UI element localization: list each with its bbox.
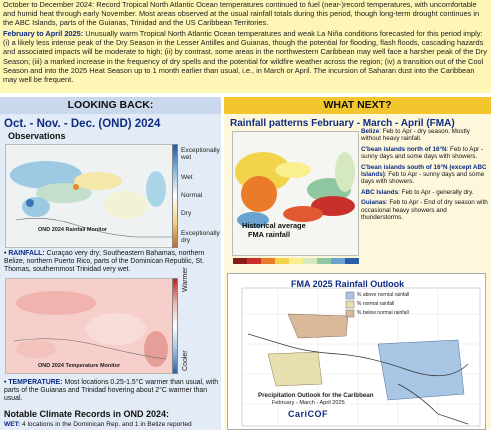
- temperature-legend-bar: [172, 278, 178, 374]
- note-guianas: Guianas: Feb to Apr - End of dry season with occasional heavy showers and thunderstorms.: [361, 199, 488, 222]
- outlook-panel: [227, 273, 486, 430]
- temperature-monitor-map: [5, 278, 173, 374]
- temperature-bullet: • TEMPERATURE: Most locations 0.25-1.5°C warmer than usual, with parts of the Guianas and Trinidad hovering about 2°C warmer than usual.: [4, 379, 219, 403]
- wet-records: WET: 4 locations in the Dominican Rep. and 1 in Belize reported: [4, 421, 192, 428]
- fma-rainfall-title: Rainfall patterns February - March - April (FMA): [230, 118, 455, 129]
- summary-ond: October to December 2024: Record Tropical North Atlantic Ocean temperatures continued to fuel (near-)record temperatures, with uncomfortable and humid heat through early November. Most areas observed at the usual rainfall totals during this period, though long-term drought continues in the ABC Islands, parts of the Guianas, Trinidad and the US Caribbean Territories.: [3, 0, 480, 28]
- rain-map-caption: OND 2024 Rainfall Monitor: [38, 227, 108, 233]
- records-title: Notable Climate Records in OND 2024:: [4, 409, 170, 419]
- ond-title: Oct. - Nov. - Dec. (OND) 2024: [4, 118, 161, 130]
- outlook-legend-below: % below normal rainfall: [357, 310, 409, 316]
- temp-legend-cooler: Cooler: [182, 350, 189, 371]
- rain-legend-wet: Wet: [181, 174, 193, 181]
- what-next-header: WHAT NEXT?: [224, 97, 491, 114]
- outlook-title: FMA 2025 Rainfall Outlook: [291, 279, 405, 289]
- note-south-16: C'bean islands south of 16°N (except ABC Islands): Feb to Apr - sunny days and some days with showers.: [361, 163, 487, 186]
- rain-legend-dry: Dry: [181, 210, 192, 217]
- rainfall-legend-bar: [172, 144, 178, 248]
- historical-caption: Historical average FMA rainfall: [242, 221, 306, 239]
- temperature-map-graphic: [6, 279, 173, 374]
- outlook-caption-1: Precipitation Outlook for the Caribbean: [258, 392, 374, 399]
- outlook-legend-above: % above normal rainfall: [357, 292, 410, 298]
- summary-fma: February to April 2025: Unusually warm Tropical North Atlantic Ocean temperatures and weak La Niña conditions forecasted for this period imply: (i) a likely less intense peak of the Dry Season in the Lesser Antilles and Guianas, though the potential for flooding, flash floods, cascading hazards and associated impacts will be moderate to high; (ii) by contrast, some areas in the northwestern Caribbean may well face a harsher peak of the Dry Season; (iii) a marked increase in the frequency of dry spells and the potential for wildfire weather across the region; (iv) a transition out of the Cool Season and into the 2025 Heat Season up to 1 month earlier than usual, i.e., in March or April. The incursion of Saharan dust into the Caribbean may well be frequent.: [3, 29, 487, 84]
- note-north-16: C'bean islands north of 16°N: Feb to Apr - sunny days and some days with showers.: [361, 145, 483, 161]
- rain-legend-normal: Normal: [181, 192, 203, 199]
- regional-notes: [361, 128, 489, 221]
- note-abc: ABC Islands: Feb to Apr - generally dry.: [361, 188, 474, 196]
- outlook-caption-2: February - March - April 2025: [272, 400, 345, 406]
- rain-legend-exc-wet: Exceptionally wet: [181, 147, 220, 161]
- temp-legend-warmer: Warmer: [182, 267, 189, 292]
- summary-panel: [0, 0, 491, 93]
- observations-subtitle: Observations: [8, 131, 66, 141]
- looking-back-header: LOOKING BACK:: [0, 97, 221, 114]
- rain-legend-exc-dry: Exceptionally dry: [181, 230, 220, 244]
- rainfall-bullet: • RAINFALL: Curaçao very dry; Southeastern Bahamas, northern Belize, northern Puerto Rico, parts of the Dominican Republic, St. Thomas, southernmost Trinidad very wet.: [4, 250, 205, 274]
- historical-legend-strip: [233, 258, 359, 264]
- caricof-logo: CariCOF: [288, 409, 329, 419]
- outlook-legend-normal: % normal rainfall: [357, 301, 395, 307]
- note-belize: Belize: Feb to Apr - dry season. Mostly without heavy rainfall.: [361, 128, 470, 143]
- temp-map-caption: OND 2024 Temperature Monitor: [38, 363, 121, 369]
